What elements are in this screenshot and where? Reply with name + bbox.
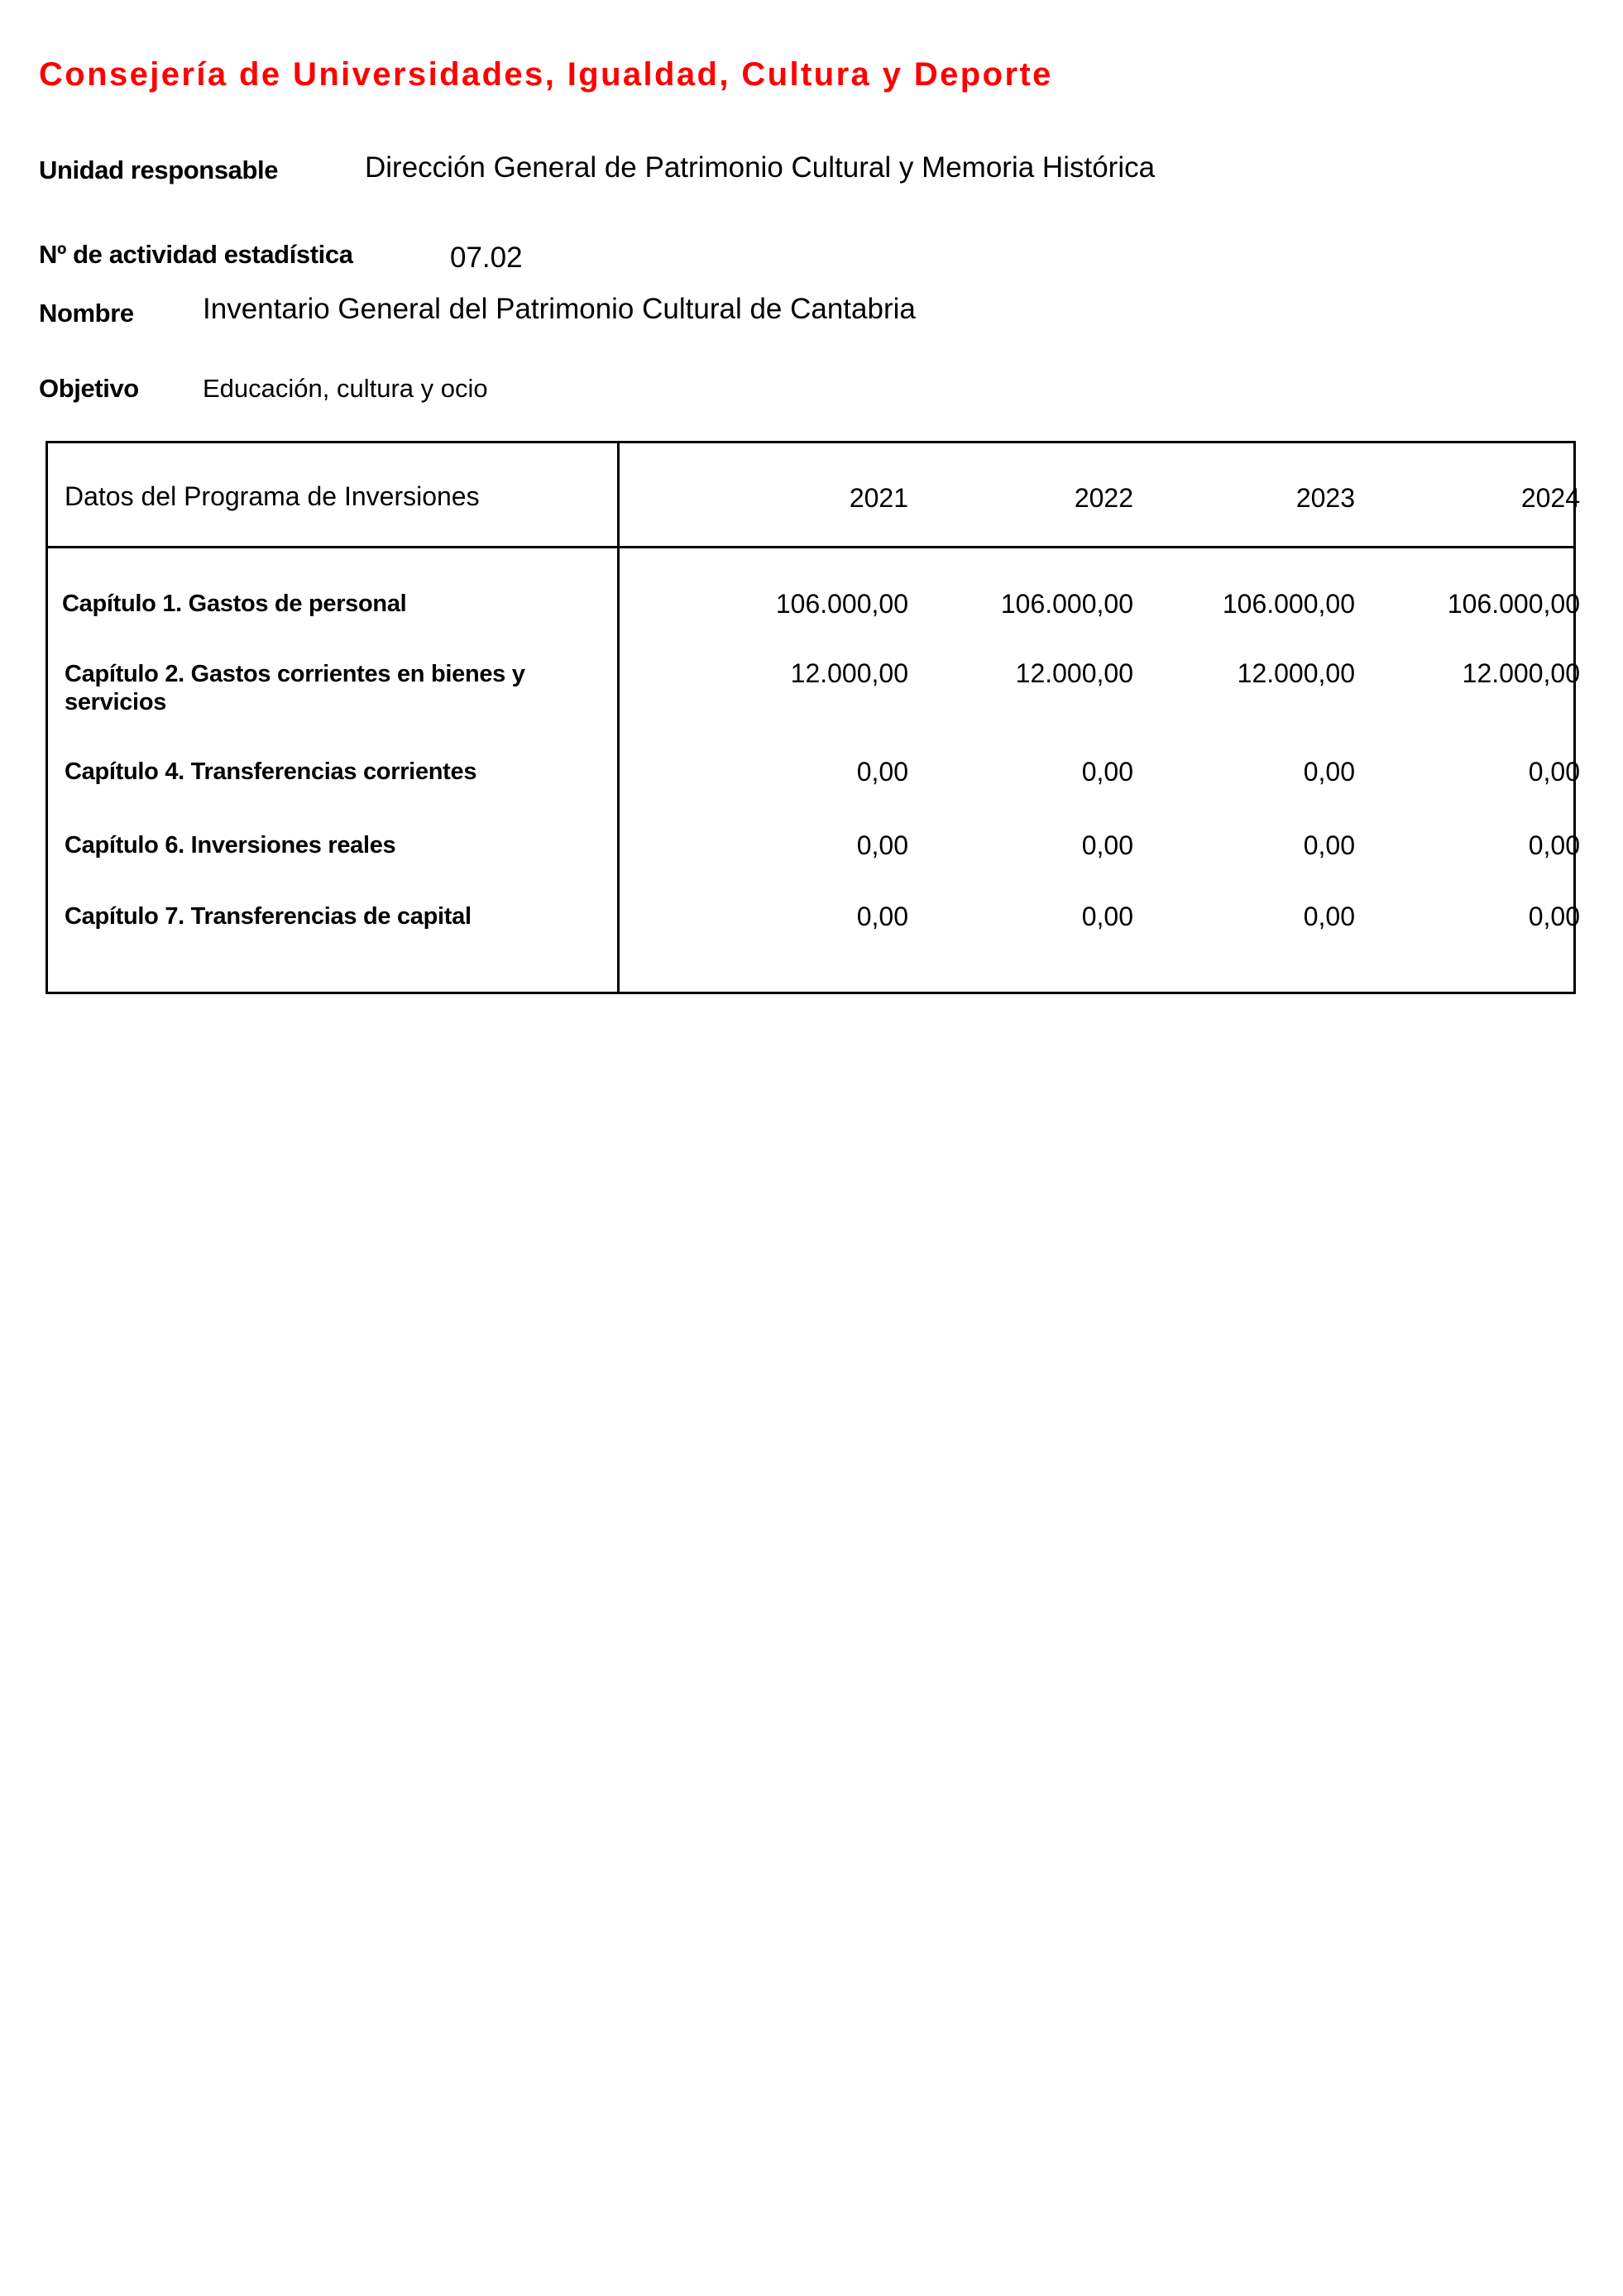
table-cell: 0,00 <box>1303 830 1355 860</box>
row-label-capitulo-6: Capítulo 6. Inversiones reales <box>65 832 396 859</box>
year-header: 2021 <box>849 483 908 513</box>
row-label-capitulo-1: Capítulo 1. Gastos de personal <box>62 591 407 617</box>
table-cell: 0,00 <box>1081 830 1133 860</box>
year-header: 2023 <box>1295 483 1355 513</box>
table-cell: 12.000,00 <box>1462 658 1580 688</box>
table-cell: 0,00 <box>1528 830 1580 860</box>
table-cell: 106.000,00 <box>775 589 908 619</box>
table-cell: 0,00 <box>1528 757 1580 787</box>
consejeria-title: Consejería de Universidades, Igualdad, Cultura y Deporte <box>39 56 1053 93</box>
table-cell: 106.000,00 <box>1000 589 1133 619</box>
table-cell: 12.000,00 <box>1015 658 1133 688</box>
objetivo-value: Educación, cultura y ocio <box>203 374 488 403</box>
table-cell: 0,00 <box>1303 902 1355 931</box>
table-cell: 0,00 <box>856 757 908 787</box>
nombre-value: Inventario General del Patrimonio Cultural de Cantabria <box>203 293 916 325</box>
row-label-capitulo-4: Capítulo 4. Transferencias corrientes <box>65 758 477 785</box>
table-cell: 106.000,00 <box>1222 589 1355 619</box>
row-label-capitulo-2: Capítulo 2. Gastos corrientes en bienes y servicios <box>65 661 525 715</box>
actividad-value: 07.02 <box>450 242 523 274</box>
year-header: 2022 <box>1074 483 1133 513</box>
table-cell: 12.000,00 <box>790 658 908 688</box>
inversiones-table <box>45 441 1580 994</box>
table-cell: 0,00 <box>1081 902 1133 931</box>
table-cell: 0,00 <box>856 902 908 931</box>
year-header: 2024 <box>1520 483 1580 513</box>
objetivo-label: Objetivo <box>39 374 139 403</box>
unidad-value: Dirección General de Patrimonio Cultural y Memoria Histórica <box>365 151 1156 184</box>
unidad-label: Unidad responsable <box>39 155 279 184</box>
table-cell: 12.000,00 <box>1237 658 1355 688</box>
table-cell: 106.000,00 <box>1447 589 1580 619</box>
actividad-label: Nº de actividad estadística <box>39 240 353 269</box>
table-cell: 0,00 <box>1303 757 1355 787</box>
table-title: Datos del Programa de Inversiones <box>65 481 480 511</box>
table-cell: 0,00 <box>1528 902 1580 931</box>
row-label-capitulo-7: Capítulo 7. Transferencias de capital <box>65 903 472 930</box>
table-cell: 0,00 <box>1081 757 1133 787</box>
nombre-label: Nombre <box>39 299 134 328</box>
column-divider <box>617 443 620 992</box>
header-divider <box>48 546 1573 548</box>
table-cell: 0,00 <box>856 830 908 860</box>
